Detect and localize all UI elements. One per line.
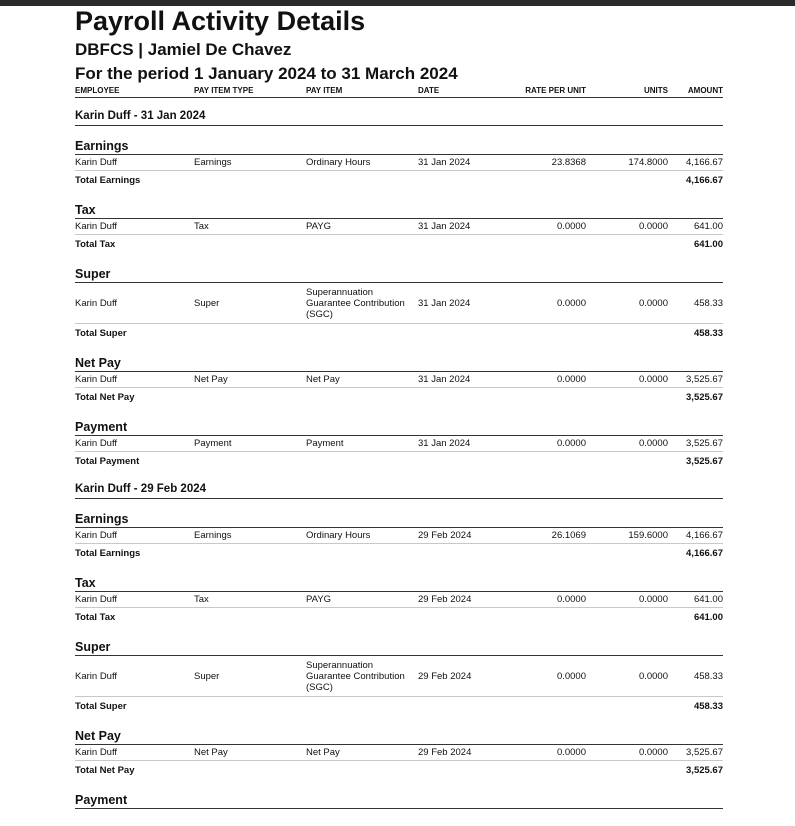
section-total-amount: 458.33 (693, 328, 723, 339)
section-total-row (75, 608, 723, 627)
section-heading: Tax (75, 576, 723, 592)
cell-units: 0.0000 (638, 594, 668, 605)
column-header-row (75, 84, 723, 98)
cell-units: 0.0000 (638, 297, 668, 309)
cell-date: 31 Jan 2024 (418, 221, 471, 232)
cell-pay-item-type: Super (194, 297, 220, 309)
cell-units: 159.6000 (628, 530, 668, 541)
table-row (75, 155, 723, 171)
cell-date: 31 Jan 2024 (418, 374, 471, 385)
cell-pay-item-type: Net Pay (194, 374, 228, 385)
cell-employee: Karin Duff (75, 438, 118, 449)
col-rate-per-unit: RATE PER UNIT (525, 86, 586, 95)
section-total-label: Total Payment (75, 456, 140, 467)
section-heading: Net Pay (75, 356, 723, 372)
report-title: Payroll Activity Details (75, 6, 366, 36)
section-total-amount: 641.00 (693, 239, 723, 250)
section-total-row (75, 544, 723, 563)
cell-date: 29 Feb 2024 (418, 670, 472, 682)
cell-date: 29 Feb 2024 (418, 594, 472, 605)
section-total-row (75, 697, 723, 716)
cell-date: 31 Jan 2024 (418, 438, 471, 449)
section-total-label: Total Tax (75, 239, 116, 250)
section-total-label: Total Net Pay (75, 392, 135, 403)
report-subtitle: DBFCS | Jamiel De Chavez (75, 40, 292, 59)
cell-rate-per-unit: 0.0000 (556, 747, 586, 758)
cell-units: 0.0000 (638, 438, 668, 449)
section-total-label: Total Earnings (75, 548, 141, 559)
cell-amount: 641.00 (693, 594, 723, 605)
cell-date: 31 Jan 2024 (418, 297, 471, 309)
group-heading: Karin Duff - 29 Feb 2024 (75, 481, 723, 499)
col-pay-item: PAY ITEM (306, 86, 343, 95)
section-heading: Payment (75, 420, 723, 436)
cell-pay-item-type: Earnings (194, 157, 232, 168)
cell-amount: 458.33 (693, 670, 723, 682)
section-total-row (75, 324, 723, 343)
cell-pay-item: Superannuation Guarantee Contribution (SGC) (306, 286, 405, 320)
table-row (75, 372, 723, 388)
col-amount: AMOUNT (687, 86, 723, 95)
cell-amount: 641.00 (693, 221, 723, 232)
cell-rate-per-unit: 0.0000 (556, 374, 586, 385)
cell-units: 0.0000 (638, 221, 668, 232)
table-row (75, 656, 723, 697)
section-total-amount: 3,525.67 (686, 765, 723, 776)
cell-pay-item-type: Tax (194, 221, 209, 232)
section-total-label: Total Super (75, 701, 127, 712)
cell-pay-item-type: Payment (194, 438, 232, 449)
report (75, 6, 723, 809)
section-total-label: Total Earnings (75, 175, 141, 186)
cell-date: 29 Feb 2024 (418, 530, 472, 541)
cell-pay-item: Ordinary Hours (306, 157, 371, 168)
cell-rate-per-unit: 0.0000 (556, 221, 586, 232)
cell-rate-per-unit: 0.0000 (556, 297, 586, 309)
cell-rate-per-unit: 26.1069 (551, 530, 586, 541)
cell-units: 0.0000 (638, 747, 668, 758)
cell-amount: 4,166.67 (686, 530, 723, 541)
table-row (75, 592, 723, 608)
cell-date: 29 Feb 2024 (418, 747, 472, 758)
cell-pay-item: PAYG (306, 221, 331, 232)
section-total-amount: 458.33 (693, 701, 723, 712)
table-row (75, 219, 723, 235)
cell-amount: 3,525.67 (686, 747, 723, 758)
section-total-amount: 4,166.67 (686, 548, 723, 559)
cell-units: 0.0000 (638, 670, 668, 682)
table-row (75, 745, 723, 761)
cell-employee: Karin Duff (75, 221, 118, 232)
cell-pay-item: Superannuation Guarantee Contribution (SGC) (306, 659, 405, 693)
section-total-amount: 3,525.67 (686, 392, 723, 403)
section-total-row (75, 235, 723, 254)
cell-pay-item: Ordinary Hours (306, 530, 371, 541)
section-heading: Super (75, 267, 723, 283)
cell-amount: 458.33 (693, 297, 723, 309)
cell-amount: 3,525.67 (686, 374, 723, 385)
cell-employee: Karin Duff (75, 670, 118, 682)
cell-pay-item: Payment (306, 438, 344, 449)
cell-employee: Karin Duff (75, 530, 118, 541)
group-heading: Karin Duff - 31 Jan 2024 (75, 108, 723, 126)
cell-units: 174.8000 (628, 157, 668, 168)
cell-rate-per-unit: 23.8368 (551, 157, 586, 168)
section-total-amount: 3,525.67 (686, 456, 723, 467)
col-units: UNITS (644, 86, 668, 95)
cell-rate-per-unit: 0.0000 (556, 594, 586, 605)
cell-employee: Karin Duff (75, 297, 118, 309)
cell-rate-per-unit: 0.0000 (556, 670, 586, 682)
cell-employee: Karin Duff (75, 594, 118, 605)
section-heading: Earnings (75, 512, 723, 528)
section-total-row (75, 452, 723, 471)
report-body (75, 108, 723, 809)
col-employee: EMPLOYEE (75, 86, 120, 95)
cell-employee: Karin Duff (75, 747, 118, 758)
cell-pay-item-type: Earnings (194, 530, 232, 541)
cell-rate-per-unit: 0.0000 (556, 438, 586, 449)
section-total-label: Total Net Pay (75, 765, 135, 776)
section-heading: Net Pay (75, 729, 723, 745)
col-date: DATE (418, 86, 440, 95)
section-total-amount: 641.00 (693, 612, 723, 623)
cell-pay-item: PAYG (306, 594, 331, 605)
section-total-row (75, 761, 723, 780)
cell-pay-item-type: Tax (194, 594, 209, 605)
section-total-label: Total Tax (75, 612, 116, 623)
section-heading: Payment (75, 793, 723, 809)
cell-amount: 4,166.67 (686, 157, 723, 168)
cell-units: 0.0000 (638, 374, 668, 385)
cell-date: 31 Jan 2024 (418, 157, 471, 168)
cell-employee: Karin Duff (75, 374, 118, 385)
table-row (75, 528, 723, 544)
section-total-amount: 4,166.67 (686, 175, 723, 186)
section-heading: Earnings (75, 139, 723, 155)
section-total-row (75, 388, 723, 407)
report-period: For the period 1 January 2024 to 31 March 2024 (75, 64, 458, 83)
section-total-label: Total Super (75, 328, 127, 339)
cell-amount: 3,525.67 (686, 438, 723, 449)
cell-pay-item: Net Pay (306, 374, 340, 385)
col-pay-item-type: PAY ITEM TYPE (194, 86, 254, 95)
section-heading: Tax (75, 203, 723, 219)
cell-pay-item-type: Super (194, 670, 220, 682)
section-total-row (75, 171, 723, 190)
table-row (75, 283, 723, 324)
section-heading: Super (75, 640, 723, 656)
cell-pay-item-type: Net Pay (194, 747, 228, 758)
table-row (75, 436, 723, 452)
cell-employee: Karin Duff (75, 157, 118, 168)
cell-pay-item: Net Pay (306, 747, 340, 758)
